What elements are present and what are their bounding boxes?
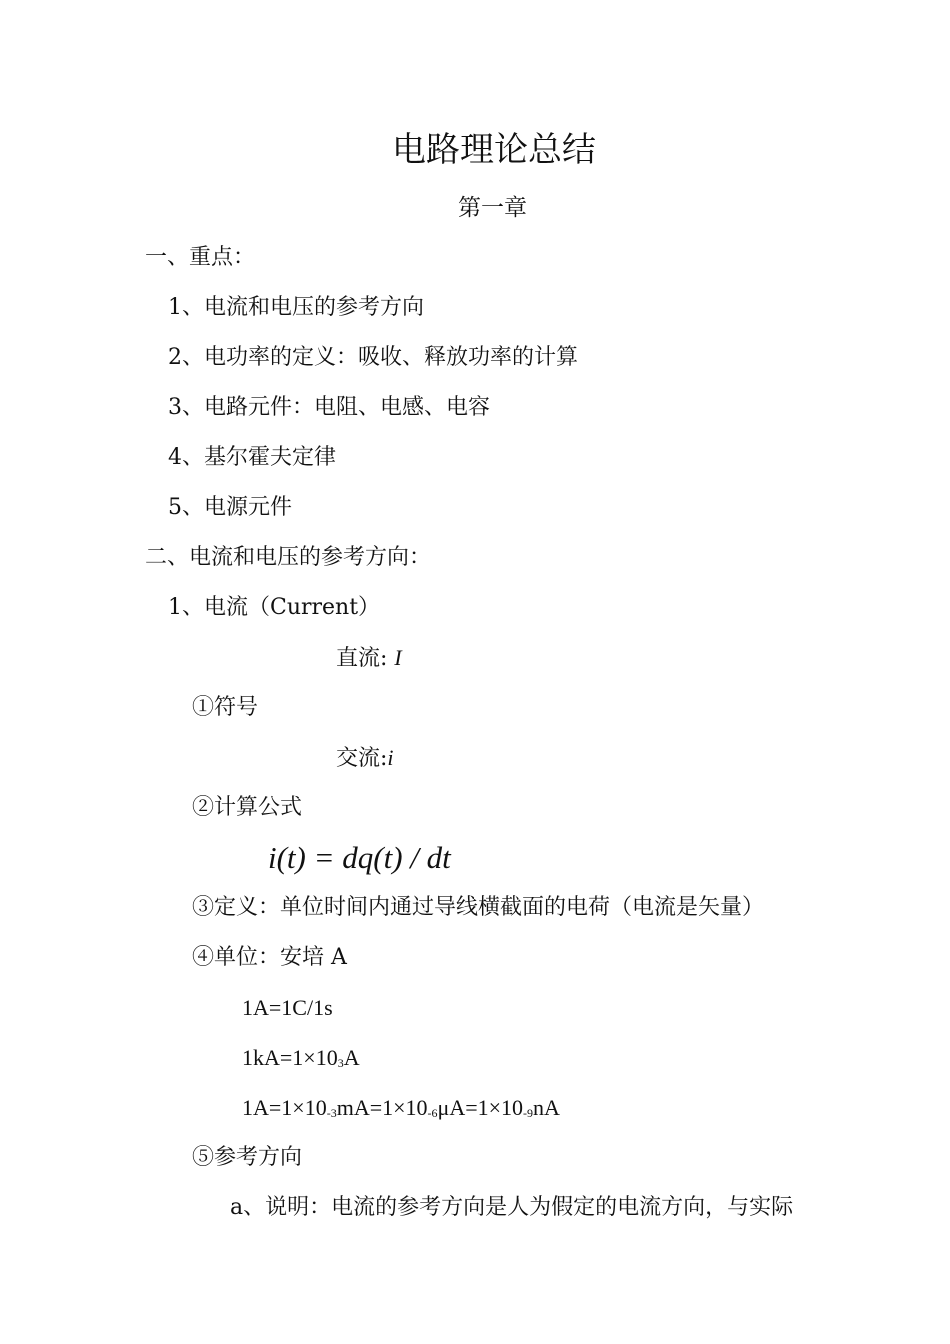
dc-symbol-line — [336, 644, 402, 673]
dc-label: 直流: — [336, 646, 395, 671]
unit-3-part-c: μA=1×10 — [437, 1095, 524, 1120]
unit-relation-3 — [242, 1094, 560, 1125]
unit-2-part-a: 1kA=1×10 — [242, 1045, 338, 1070]
document-title: 电路理论总结 — [392, 130, 596, 170]
current-formula: i(t) = dq(t) / dt — [268, 840, 451, 875]
unit-3-part-b: mA=1×10 — [336, 1095, 428, 1120]
ac-symbol-line — [336, 744, 394, 773]
unit-3-part-a: 1A=1×10 — [242, 1095, 327, 1120]
current-definition: ③定义：单位时间内通过导线横截面的电荷（电流是矢量） — [192, 895, 765, 920]
dc-symbol: I — [394, 645, 402, 670]
unit-3-exponent-2: -6 — [427, 1106, 438, 1120]
key-point-2: 2、电功率的定义：吸收、释放功率的计算 — [168, 345, 578, 370]
unit-3-exponent-1: -3 — [326, 1106, 337, 1120]
ac-label: 交流: — [336, 746, 388, 771]
key-point-3: 3、电路元件：电阻、电感、电容 — [168, 395, 490, 420]
key-point-5: 5、电源元件 — [168, 495, 292, 520]
unit-2-exponent: 3 — [337, 1056, 344, 1070]
reference-direction-note: a、说明：电流的参考方向是人为假定的电流方向，与实际 — [230, 1195, 794, 1220]
key-point-1: 1、电流和电压的参考方向 — [168, 295, 424, 320]
ac-symbol: i — [387, 745, 394, 770]
current-heading: 1、电流（Current） — [168, 595, 381, 620]
key-point-4: 4、基尔霍夫定律 — [168, 445, 336, 470]
unit-2-part-b: A — [343, 1045, 360, 1070]
chapter-heading: 第一章 — [458, 195, 527, 221]
section-2-heading: 二、电流和电压的参考方向： — [145, 545, 432, 570]
reference-direction-heading: ⑤参考方向 — [192, 1145, 303, 1170]
unit-relation-2 — [242, 1044, 360, 1075]
unit-3-part-d: nA — [533, 1095, 560, 1120]
unit-3-exponent-3: -9 — [523, 1106, 534, 1120]
section-1-heading: 一、重点： — [145, 245, 256, 270]
unit-relation-1: 1A=1C/1s — [242, 995, 333, 1020]
formula-heading: ②计算公式 — [192, 795, 303, 820]
symbol-heading: ①符号 — [192, 695, 259, 720]
unit-heading: ④单位：安培 A — [192, 945, 347, 970]
